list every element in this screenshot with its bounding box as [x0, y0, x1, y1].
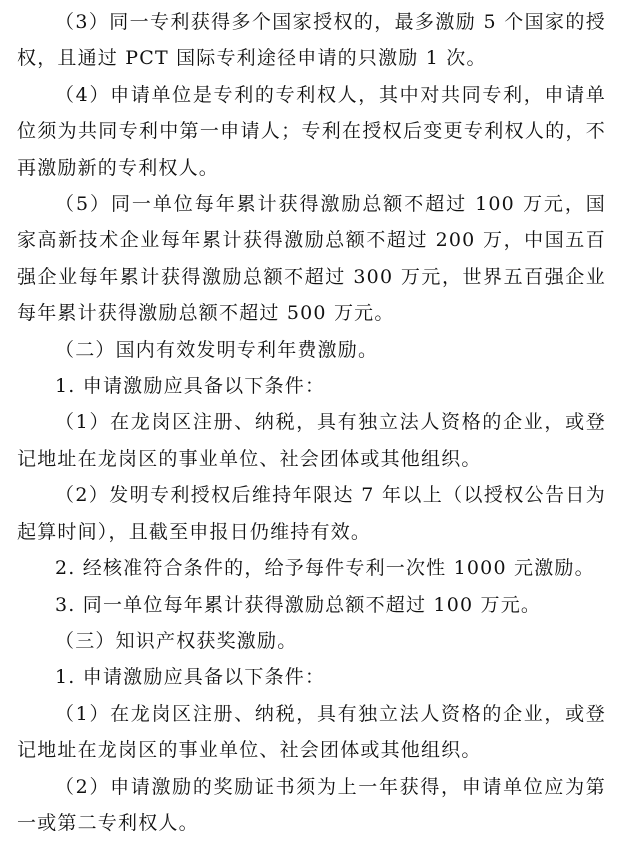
clause-4-applicant-patentee: （4）申请单位是专利的专利权人，其中对共同专利，申请单位须为共同专利中第一申请人；专利在授权后变更专利权人的，不再激励新的专利权人。: [17, 83, 606, 179]
section-3-condition-2: （2）申请激励的奖励证书须为上一年获得，申请单位应为第一或第二专利权人。: [17, 775, 606, 834]
section-2-item-1: 1. 申请激励应具备以下条件：: [55, 375, 326, 398]
clause-3-multi-country-grant: （3）同一专利获得多个国家授权的，最多激励 5 个国家的授权，且通过 PCT 国际专利途径申请的只激励 1 次。: [17, 11, 606, 70]
section-3-heading: （三）知识产权获奖激励。: [55, 629, 298, 652]
section-2-condition-2: （2）发明专利授权后维持年限达 7 年以上（以授权公告日为起算时间），且截至申报日仍维持有效。: [17, 484, 606, 543]
section-3-item-1: 1. 申请激励应具备以下条件：: [55, 666, 326, 689]
section-3-condition-1: （1）在龙岗区注册、纳税，具有独立法人资格的企业，或登记地址在龙岗区的事业单位、社会团体或其他组织。: [17, 702, 606, 762]
section-2-condition-1: （1）在龙岗区注册、纳税，具有独立法人资格的企业，或登记地址在龙岗区的事业单位、社会团体或其他组织。: [17, 411, 606, 470]
section-2-item-2: 2. 经核准符合条件的，给予每件专利一次性 1000 元激励。: [55, 557, 595, 580]
section-2-item-3: 3. 同一单位每年累计获得激励总额不超过 100 万元。: [55, 593, 542, 616]
section-2-heading: （二）国内有效发明专利年费激励。: [55, 338, 379, 361]
clause-5-annual-cap: （5）同一单位每年累计获得激励总额不超过 100 万元，国家高新技术企业每年累计获得激励总额不超过 200 万，中国五百强企业每年累计获得激励总额不超过 300 万元，世界五百强企业每年累计获得激励总额不超过 500 万元。: [17, 193, 606, 325]
